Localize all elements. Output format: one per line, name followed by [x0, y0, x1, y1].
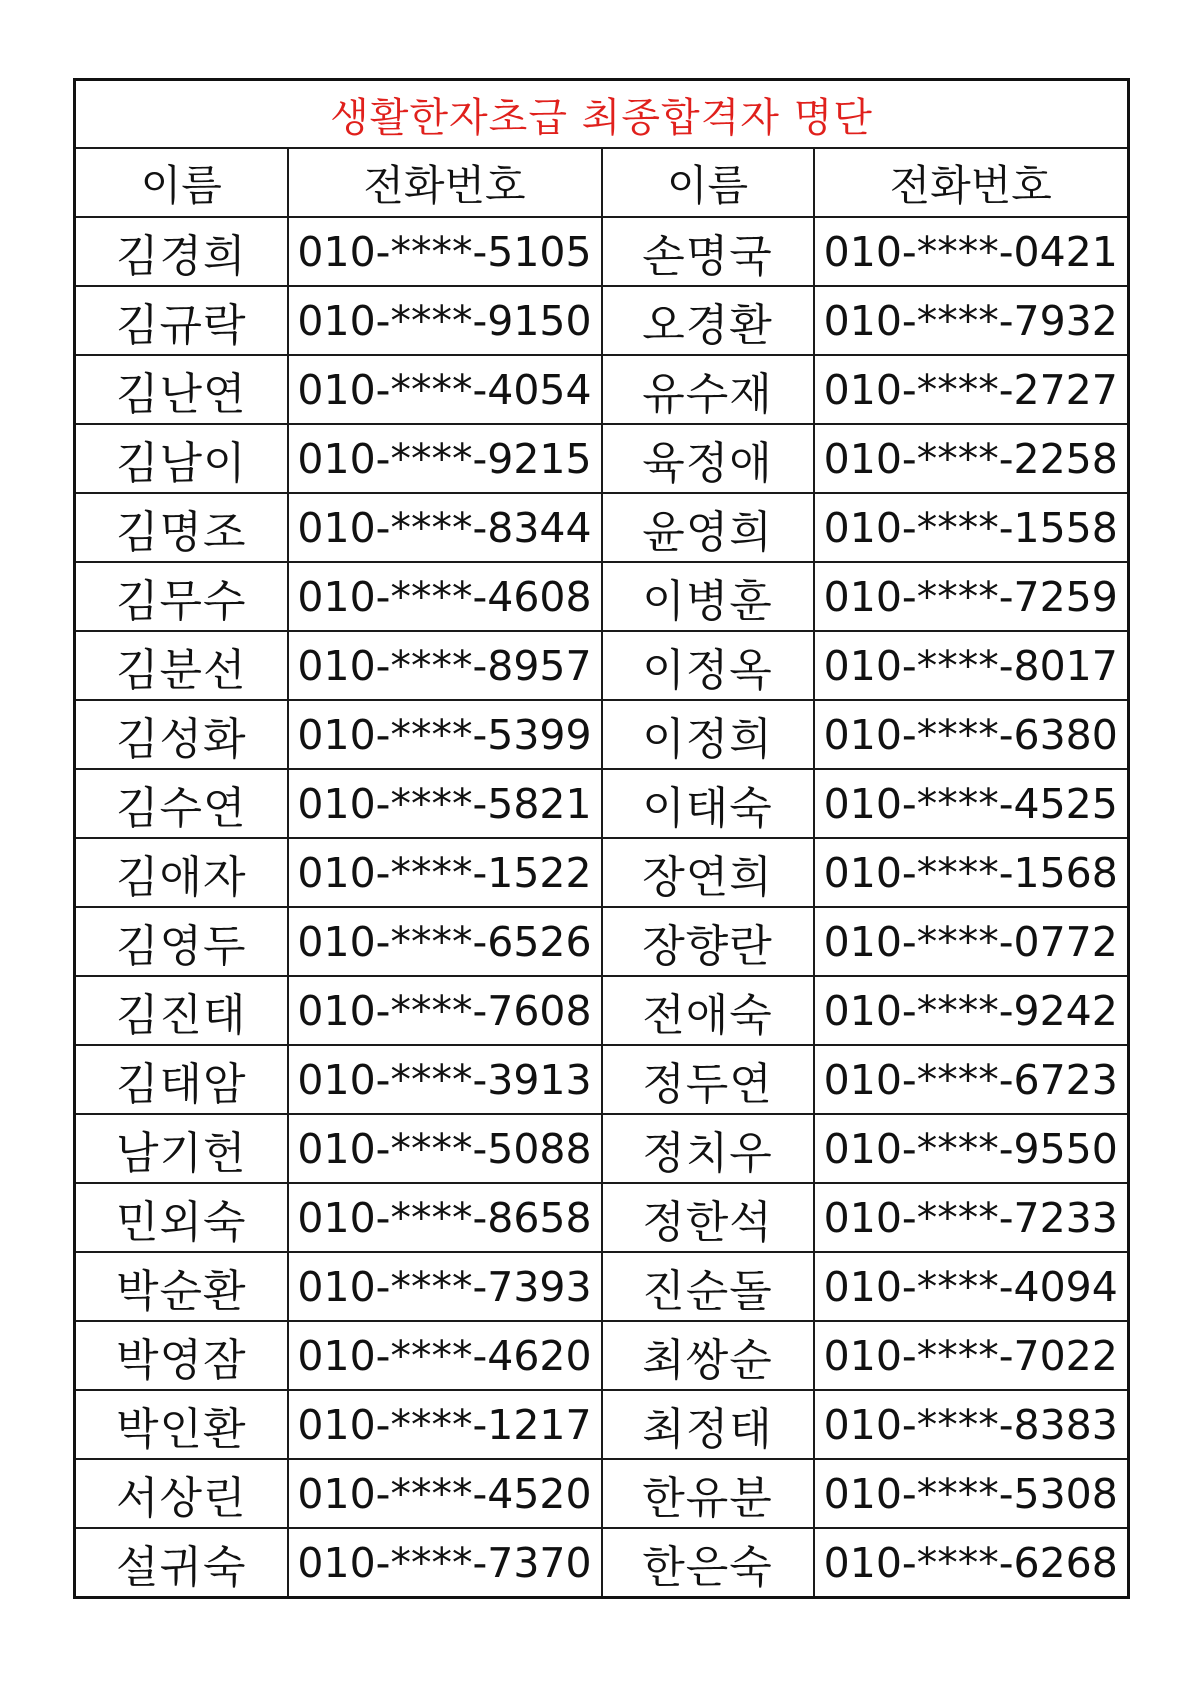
phone-cell: 010-****-6723 [814, 1045, 1129, 1114]
table-row [75, 907, 1129, 976]
table-row [75, 424, 1129, 493]
table-row [75, 562, 1129, 631]
phone-cell: 010-****-7233 [814, 1183, 1129, 1252]
phone-cell: 010-****-4054 [288, 355, 602, 424]
name-cell: 김무수 [75, 562, 288, 631]
phone-cell: 010-****-1522 [288, 838, 602, 907]
name-cell: 박영잠 [75, 1321, 288, 1390]
name-cell: 김태암 [75, 1045, 288, 1114]
table-row [75, 493, 1129, 562]
table-row [75, 1114, 1129, 1183]
phone-cell: 010-****-4620 [288, 1321, 602, 1390]
phone-cell: 010-****-1217 [288, 1390, 602, 1459]
name-cell: 이정옥 [602, 631, 814, 700]
name-cell: 전애숙 [602, 976, 814, 1045]
name-cell: 김명조 [75, 493, 288, 562]
phone-cell: 010-****-8658 [288, 1183, 602, 1252]
phone-cell: 010-****-7393 [288, 1252, 602, 1321]
phone-cell: 010-****-4608 [288, 562, 602, 631]
table-row [75, 1252, 1129, 1321]
phone-cell: 010-****-6380 [814, 700, 1129, 769]
phone-cell: 010-****-0421 [814, 217, 1129, 286]
phone-cell: 010-****-5821 [288, 769, 602, 838]
name-cell: 설귀숙 [75, 1528, 288, 1598]
table-row [75, 631, 1129, 700]
name-cell: 진순돌 [602, 1252, 814, 1321]
phone-cell: 010-****-9150 [288, 286, 602, 355]
name-cell: 이태숙 [602, 769, 814, 838]
table-row [75, 355, 1129, 424]
name-cell: 윤영희 [602, 493, 814, 562]
name-cell: 김성화 [75, 700, 288, 769]
phone-cell: 010-****-3913 [288, 1045, 602, 1114]
table-row [75, 1045, 1129, 1114]
name-cell: 김경희 [75, 217, 288, 286]
name-cell: 박순환 [75, 1252, 288, 1321]
name-cell: 김영두 [75, 907, 288, 976]
table-row [75, 1528, 1129, 1598]
phone-cell: 010-****-8957 [288, 631, 602, 700]
name-cell: 오경환 [602, 286, 814, 355]
phone-cell: 010-****-6526 [288, 907, 602, 976]
phone-cell: 010-****-9242 [814, 976, 1129, 1045]
name-cell: 정두연 [602, 1045, 814, 1114]
phone-cell: 010-****-7022 [814, 1321, 1129, 1390]
name-cell: 김난연 [75, 355, 288, 424]
table-row [75, 1459, 1129, 1528]
phone-cell: 010-****-0772 [814, 907, 1129, 976]
name-cell: 손명국 [602, 217, 814, 286]
phone-cell: 010-****-7608 [288, 976, 602, 1045]
name-cell: 김수연 [75, 769, 288, 838]
name-cell: 박인환 [75, 1390, 288, 1459]
phone-cell: 010-****-8344 [288, 493, 602, 562]
name-cell: 이병훈 [602, 562, 814, 631]
name-cell: 이정희 [602, 700, 814, 769]
phone-cell: 010-****-5105 [288, 217, 602, 286]
header-row [75, 148, 1129, 217]
name-cell: 최정태 [602, 1390, 814, 1459]
name-cell: 육정애 [602, 424, 814, 493]
roster-sheet [73, 78, 1127, 1599]
name-cell: 한은숙 [602, 1528, 814, 1598]
phone-cell: 010-****-9215 [288, 424, 602, 493]
phone-cell: 010-****-5088 [288, 1114, 602, 1183]
table-row [75, 769, 1129, 838]
phone-cell: 010-****-8383 [814, 1390, 1129, 1459]
phone-cell: 010-****-4094 [814, 1252, 1129, 1321]
column-header-phone-2: 전화번호 [814, 148, 1129, 217]
phone-cell: 010-****-7370 [288, 1528, 602, 1598]
page-title: 생활한자초급 최종합격자 명단 [75, 80, 1129, 149]
name-cell: 남기헌 [75, 1114, 288, 1183]
name-cell: 서상린 [75, 1459, 288, 1528]
phone-cell: 010-****-4525 [814, 769, 1129, 838]
phone-cell: 010-****-2727 [814, 355, 1129, 424]
column-header-phone-1: 전화번호 [288, 148, 602, 217]
name-cell: 한유분 [602, 1459, 814, 1528]
name-cell: 민외숙 [75, 1183, 288, 1252]
phone-cell: 010-****-5308 [814, 1459, 1129, 1528]
name-cell: 장연희 [602, 838, 814, 907]
name-cell: 김규락 [75, 286, 288, 355]
table-row [75, 1183, 1129, 1252]
title-row [75, 80, 1129, 149]
roster-body [75, 217, 1129, 1598]
table-row [75, 1390, 1129, 1459]
final-pass-list-table [73, 78, 1130, 1599]
phone-cell: 010-****-7932 [814, 286, 1129, 355]
phone-cell: 010-****-2258 [814, 424, 1129, 493]
phone-cell: 010-****-5399 [288, 700, 602, 769]
name-cell: 유수재 [602, 355, 814, 424]
table-row [75, 217, 1129, 286]
phone-cell: 010-****-1558 [814, 493, 1129, 562]
phone-cell: 010-****-7259 [814, 562, 1129, 631]
name-cell: 장향란 [602, 907, 814, 976]
name-cell: 김진태 [75, 976, 288, 1045]
table-row [75, 838, 1129, 907]
phone-cell: 010-****-9550 [814, 1114, 1129, 1183]
name-cell: 최쌍순 [602, 1321, 814, 1390]
name-cell: 김남이 [75, 424, 288, 493]
table-row [75, 1321, 1129, 1390]
column-header-name-2: 이름 [602, 148, 814, 217]
name-cell: 김분선 [75, 631, 288, 700]
name-cell: 김애자 [75, 838, 288, 907]
name-cell: 정치우 [602, 1114, 814, 1183]
table-row [75, 976, 1129, 1045]
column-header-name-1: 이름 [75, 148, 288, 217]
phone-cell: 010-****-4520 [288, 1459, 602, 1528]
table-row [75, 700, 1129, 769]
phone-cell: 010-****-6268 [814, 1528, 1129, 1598]
name-cell: 정한석 [602, 1183, 814, 1252]
phone-cell: 010-****-8017 [814, 631, 1129, 700]
table-row [75, 286, 1129, 355]
phone-cell: 010-****-1568 [814, 838, 1129, 907]
